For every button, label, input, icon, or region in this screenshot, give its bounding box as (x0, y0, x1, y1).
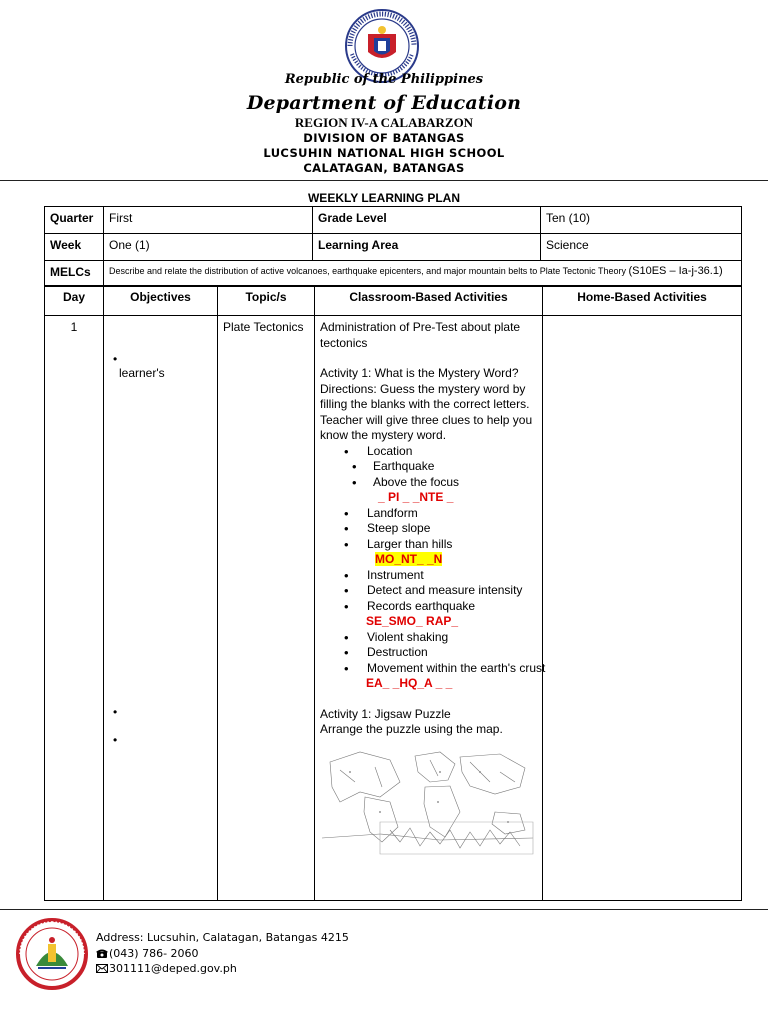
info-table (44, 206, 742, 287)
column-header-day: Day (45, 286, 104, 316)
footer-phone: (043) 786- 2060 (109, 946, 199, 960)
grade-level-label: Grade Level (313, 207, 541, 234)
footer-email: 301111@deped.gov.ph (109, 962, 237, 975)
learning-area-label: Learning Area (313, 234, 541, 261)
activity-2-directions: Arrange the puzzle using the map. (320, 722, 503, 736)
header-divider (0, 180, 768, 181)
footer-contact (96, 930, 349, 977)
list-item: • Steep slope (320, 521, 537, 537)
list-item: • Records earthquake (320, 599, 537, 615)
melcs-text (104, 261, 742, 287)
footer-address: Address: Lucsuhin, Calatagan, Batangas 4215 (96, 931, 349, 944)
pretest-text: Administration of Pre-Test about plate tectonics (320, 320, 521, 350)
column-header-classroom-activities: Classroom-Based Activities (315, 286, 543, 316)
location-heading: CALATAGAN, BATANGAS (303, 161, 465, 175)
quarter-value: First (104, 207, 313, 234)
phone-icon (96, 948, 108, 959)
mystery-answer: EA_ _HQ_A _ _ (366, 676, 453, 690)
activity-1-directions: Directions: Guess the mystery word by filling the blanks with the correct letters. Teacher will give three clues to help you know the mystery word. (320, 381, 533, 442)
division-heading: DIVISION OF BATANGAS (303, 131, 465, 145)
classroom-activities-cell (315, 316, 546, 901)
melcs-code: (S10ES – Ia-j-36.1) (628, 265, 723, 277)
day-cell: 1 (45, 316, 104, 901)
topic-cell: Plate Tectonics (218, 316, 315, 901)
region-heading: REGION IV-A CALABARZON (294, 115, 474, 130)
objective-bullet: • (113, 733, 118, 747)
clue-list (320, 444, 537, 491)
list-item: • Earthquake (320, 459, 537, 475)
clue-list (320, 568, 537, 615)
activity-1-title: Activity 1: What is the Mystery Word? (320, 366, 519, 380)
republic-heading: Republic of the Philippines (284, 72, 484, 87)
clue-list (320, 506, 537, 553)
activities-table (44, 285, 742, 901)
department-heading: Department of Education (246, 92, 522, 114)
list-item: • Larger than hills (320, 537, 537, 553)
week-label: Week (45, 234, 104, 261)
column-header-objectives: Objectives (104, 286, 218, 316)
melcs-label: MELCs (45, 261, 104, 287)
objective-text: learner's (119, 366, 165, 380)
learning-area-value: Science (541, 234, 742, 261)
school-heading: LUCSUHIN NATIONAL HIGH SCHOOL (263, 146, 505, 160)
mystery-answer: SE_SMO_ RAP_ (366, 614, 459, 628)
list-item: • Instrument (320, 568, 537, 584)
list-item: • Violent shaking (320, 630, 537, 646)
objectives-cell (104, 316, 218, 901)
home-activities-cell (543, 316, 742, 901)
list-item: • Landform (320, 506, 537, 522)
grade-level-value: Ten (10) (541, 207, 742, 234)
list-item: • Above the focus (320, 475, 537, 491)
list-item: • Movement within the earth's crust (320, 661, 537, 677)
list-item: • Location (320, 444, 537, 460)
school-seal-logo (16, 918, 88, 990)
mystery-answer: _ PI _ _NTE _ (378, 490, 454, 504)
clue-list (320, 629, 546, 677)
world-map-puzzle-image (320, 742, 535, 857)
quarter-label: Quarter (45, 207, 104, 234)
list-item: • Detect and measure intensity (320, 583, 537, 599)
footer-divider (0, 909, 768, 910)
week-value: One (1) (104, 234, 313, 261)
objective-bullet: • (113, 705, 118, 719)
column-header-home-activities: Home-Based Activities (543, 286, 742, 316)
activity-2-title: Activity 1: Jigsaw Puzzle (320, 706, 451, 721)
plan-title: WEEKLY LEARNING PLAN (307, 191, 460, 205)
melcs-description: Describe and relate the distribution of active volcanoes, earthquake epicenters, and major mountain belts to Plate Tectonic Theory (109, 266, 626, 276)
list-item: • Destruction (320, 645, 537, 661)
objective-bullet: • (113, 352, 118, 366)
envelope-icon (96, 963, 108, 974)
mystery-answer: MO_NT_ _N (375, 552, 443, 566)
column-header-topics: Topic/s (218, 286, 315, 316)
